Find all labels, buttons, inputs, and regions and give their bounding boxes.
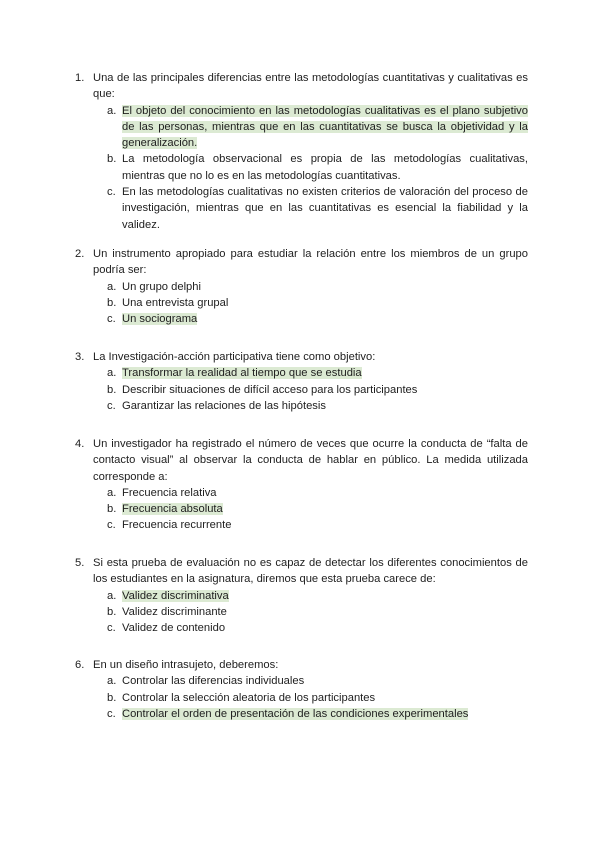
option-c [75, 517, 528, 533]
option-letter: b. [107, 383, 117, 396]
option-c [75, 620, 528, 636]
option-a [75, 103, 528, 152]
question-number: 2. [75, 248, 85, 260]
option-letter: a. [107, 589, 117, 602]
option-text-highlighted: Controlar el orden de presentación de las condiciones experimentales [122, 707, 469, 720]
option-letter: b. [107, 296, 117, 309]
option-b [75, 501, 528, 517]
question-1 [75, 70, 528, 233]
option-text-highlighted: Frecuencia absoluta [122, 503, 223, 516]
option-letter: b. [107, 153, 117, 166]
option-text: Validez de contenido [122, 622, 226, 635]
options-list [75, 365, 528, 414]
option-text-highlighted: Un sociograma [122, 313, 198, 326]
option-a [75, 365, 528, 381]
option-a [75, 588, 528, 604]
question-number: 4. [75, 438, 85, 450]
option-text: Describir situaciones de difícil acceso para los participantes [122, 383, 418, 396]
question-stem [75, 436, 528, 485]
option-letter: c. [107, 186, 116, 199]
question-number: 3. [75, 351, 85, 363]
option-letter: c. [107, 707, 116, 720]
question-text: Un investigador ha registrado el número de veces que ocurre la conducta de “falta de contacto visual” al observar la conducta de hablar en público. La medida utilizada corresponde a: [93, 438, 528, 483]
option-c [75, 184, 528, 233]
options-list [75, 279, 528, 328]
options-list [75, 673, 528, 722]
option-letter: a. [107, 486, 117, 499]
option-text: Controlar la selección aleatoria de los participantes [122, 691, 376, 704]
options-list [75, 103, 528, 233]
question-text: La Investigación-acción participativa tiene como objetivo: [93, 351, 376, 363]
question-text: Si esta prueba de evaluación no es capaz de detectar los diferentes conocimientos de los estudiantes en la asignatura, diremos que esta prueba carece de: [93, 557, 528, 586]
question-text: Un instrumento apropiado para estudiar la relación entre los miembros de un grupo podría ser: [93, 248, 528, 277]
option-b [75, 382, 528, 398]
option-text: Controlar las diferencias individuales [122, 675, 305, 688]
question-3 [75, 349, 528, 414]
question-text: Una de las principales diferencias entre las metodologías cuantitativas y cualitativas es que: [93, 72, 528, 101]
question-number: 1. [75, 72, 85, 84]
option-c [75, 706, 528, 722]
question-number: 5. [75, 557, 85, 569]
option-letter: b. [107, 503, 117, 516]
option-text: Una entrevista grupal [122, 296, 229, 309]
option-letter: a. [107, 675, 117, 688]
option-letter: a. [107, 104, 117, 117]
option-c [75, 398, 528, 414]
option-b [75, 295, 528, 311]
question-stem [75, 349, 528, 365]
option-a [75, 673, 528, 689]
option-letter: a. [107, 367, 117, 380]
option-letter: c. [107, 519, 116, 532]
option-letter: c. [107, 399, 116, 412]
option-text: La metodología observacional es propia de las metodologías cualitativas, mientras que no lo es en las metodologías cuantitativas. [122, 153, 528, 182]
question-5 [75, 555, 528, 636]
options-list [75, 485, 528, 534]
question-stem [75, 657, 528, 673]
option-b [75, 151, 528, 184]
option-text-highlighted: El objeto del conocimiento en las metodologías cualitativas es el plano subjetivo de las personas, mientras que en las cuantitativas se busca la objetividad y la generalización. [122, 104, 528, 150]
option-text-highlighted: Transformar la realidad al tiempo que se estudia [122, 367, 362, 380]
option-text: Frecuencia recurrente [122, 519, 232, 532]
option-letter: c. [107, 622, 116, 635]
options-list [75, 588, 528, 637]
option-text: Frecuencia relativa [122, 486, 217, 499]
option-letter: b. [107, 691, 117, 704]
question-4 [75, 436, 528, 534]
option-letter: b. [107, 605, 117, 618]
option-c [75, 311, 528, 327]
question-stem [75, 246, 528, 279]
option-a [75, 279, 528, 295]
option-text-highlighted: Validez discriminativa [122, 589, 229, 602]
option-b [75, 690, 528, 706]
question-stem [75, 70, 528, 103]
question-stem [75, 555, 528, 588]
option-letter: a. [107, 280, 117, 293]
question-number: 6. [75, 659, 85, 671]
question-6 [75, 657, 528, 722]
option-letter: c. [107, 313, 116, 326]
option-text: Validez discriminante [122, 605, 227, 618]
question-2 [75, 246, 528, 327]
option-text: Un grupo delphi [122, 280, 201, 293]
option-text: Garantizar las relaciones de las hipótesis [122, 399, 326, 412]
option-b [75, 604, 528, 620]
option-a [75, 485, 528, 501]
option-text: En las metodologías cualitativas no existen criterios de valoración del proceso de investigación, mientras que en las cuantitativas es esencial la fiabilidad y la validez. [122, 186, 528, 231]
question-text: En un diseño intrasujeto, deberemos: [93, 659, 279, 671]
